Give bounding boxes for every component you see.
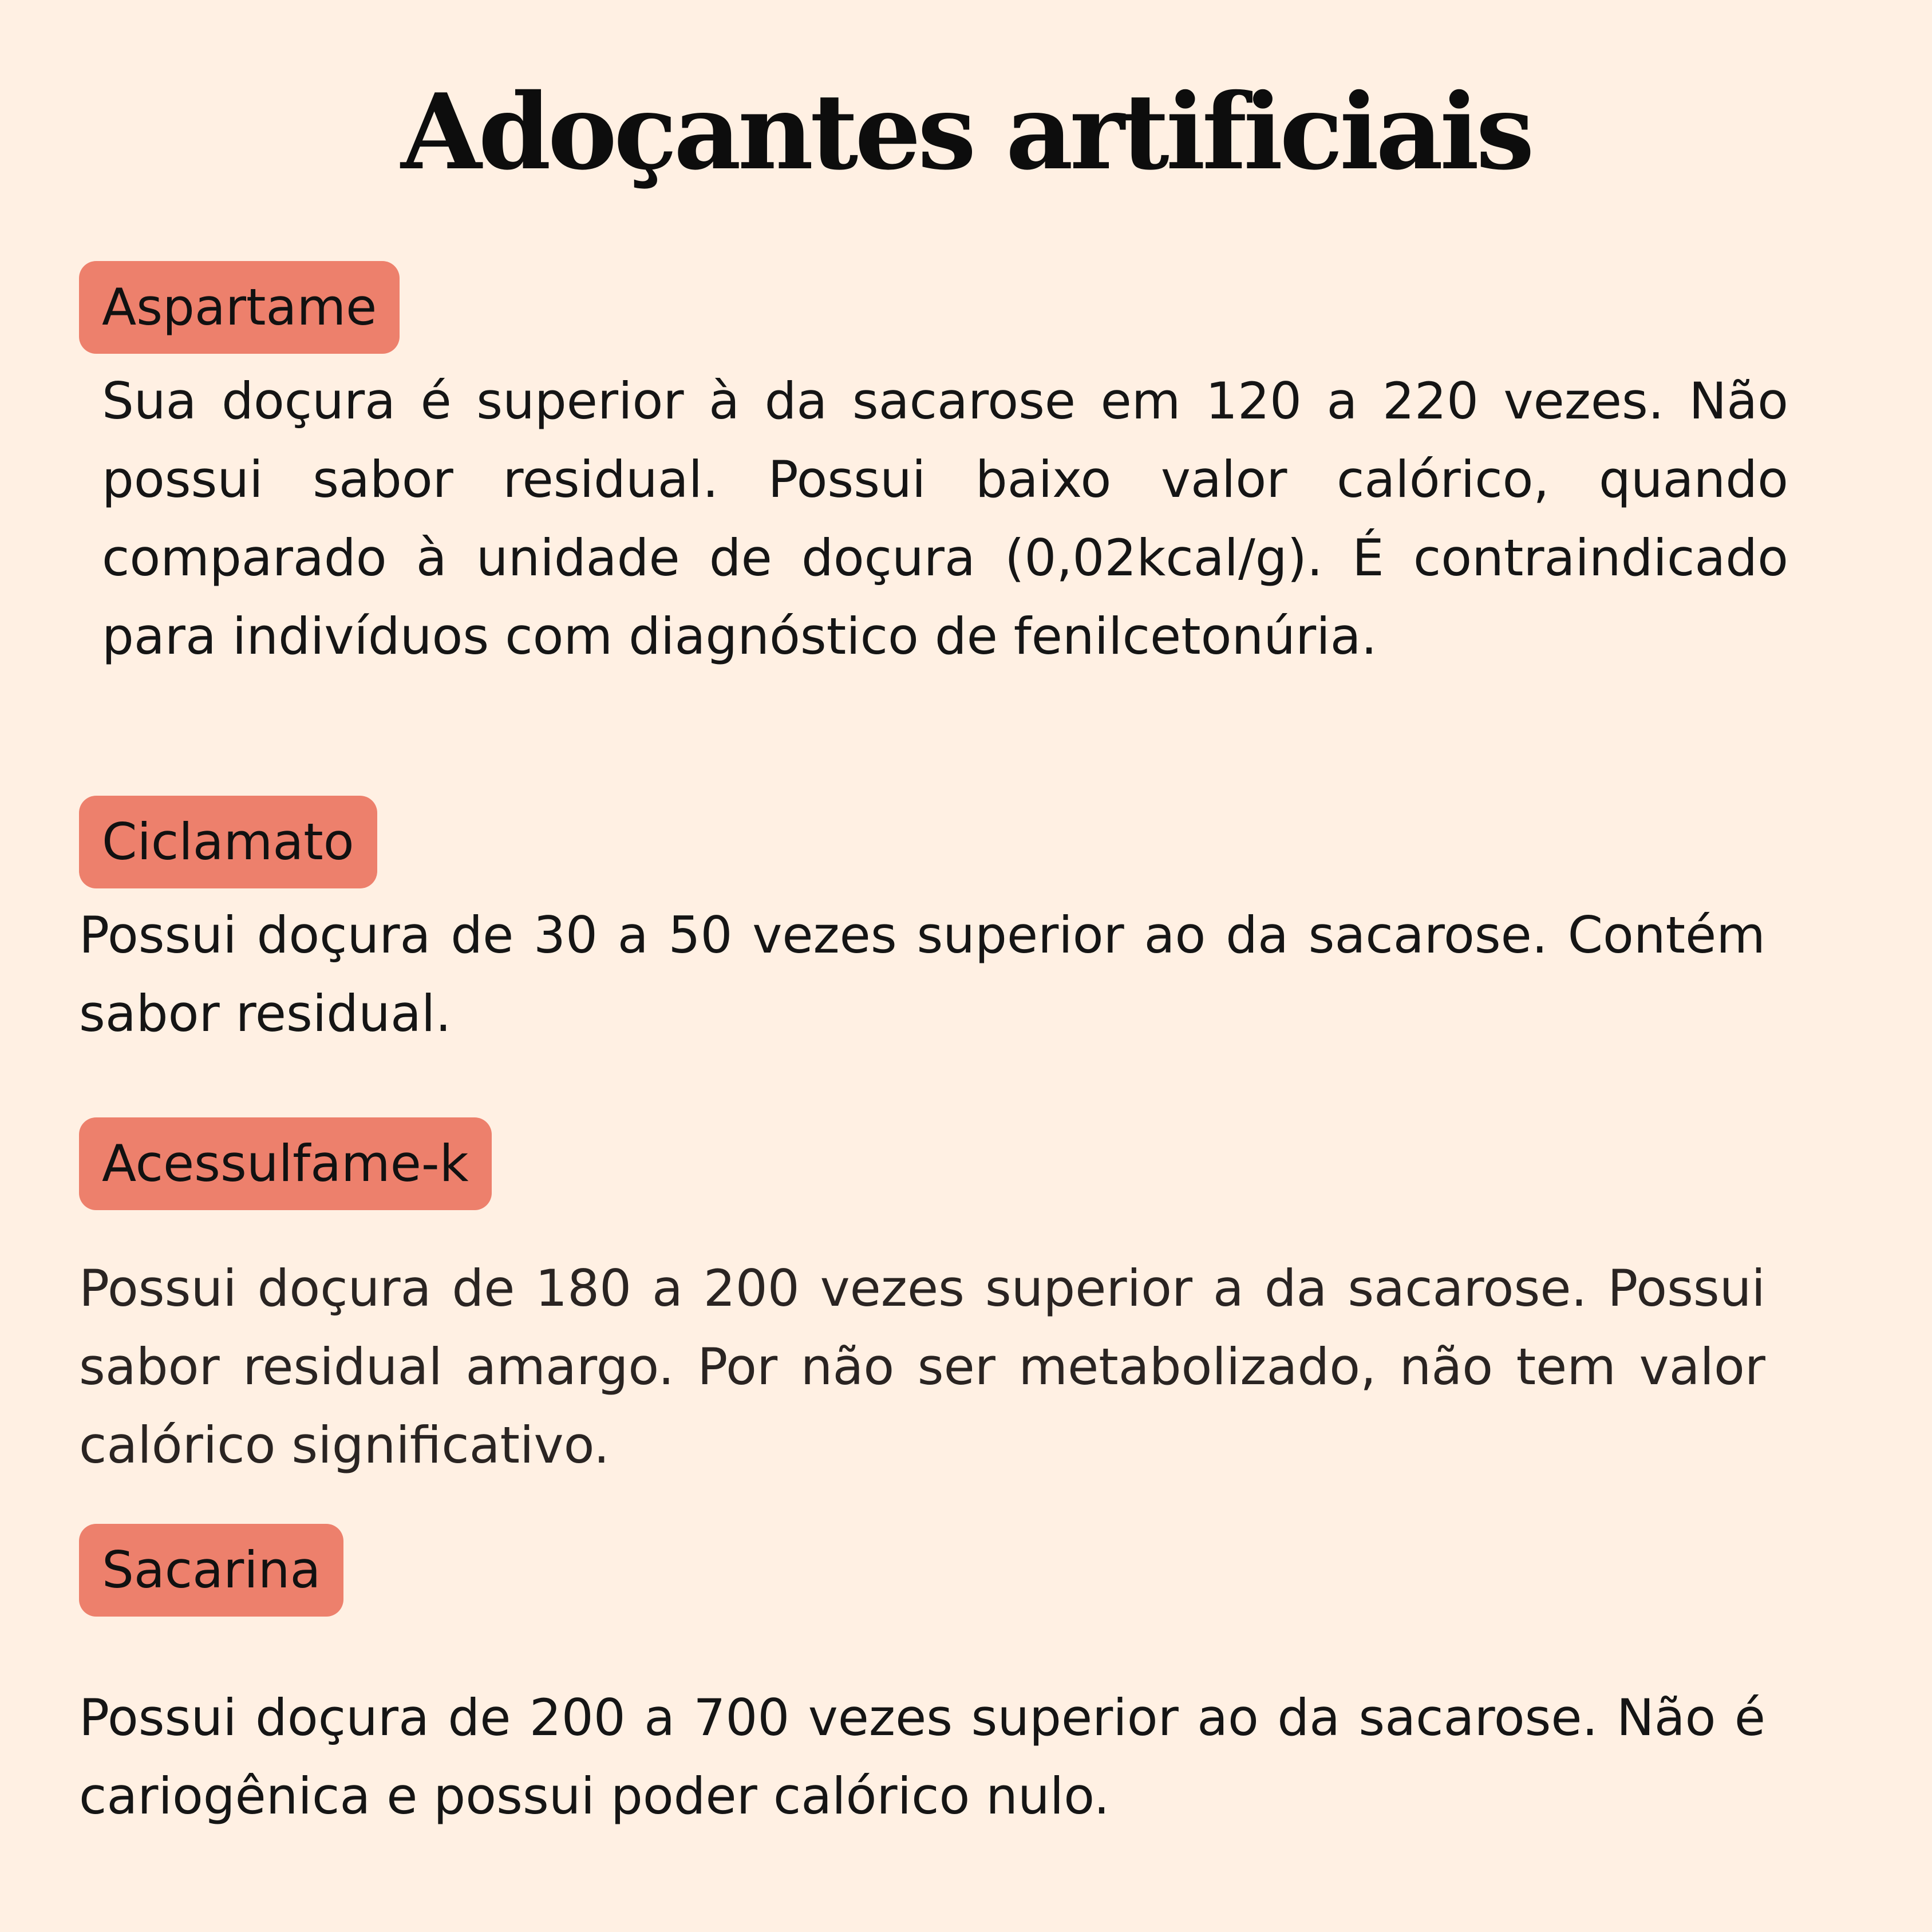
section-tag-aspartame: Aspartame [79, 261, 400, 354]
section-text-sacarina: Possui doçura de 200 a 700 vezes superior ao da sacarose. Não é cariogênica e possui poder calórico nulo. [79, 1688, 1765, 1826]
section-tag-ciclamato: Ciclamato [79, 796, 377, 888]
section-tag-acessulfame-k: Acessulfame-k [79, 1117, 492, 1210]
page-title: Adoçantes artificiais [401, 70, 1531, 193]
section-tag-sacarina: Sacarina [79, 1524, 343, 1617]
section-text-ciclamato: Possui doçura de 30 a 50 vezes superior ao da sacarose. Contém sabor residual. [79, 906, 1765, 1043]
section-text-acessulfame-k: Possui doçura de 180 a 200 vezes superior a da sacarose. Possui sabor residual amargo. Por não ser metabolizado, não tem valor calórico significativo. [79, 1259, 1765, 1475]
section-text-aspartame: Sua doçura é superior à da sacarose em 120 a 220 vezes. Não possui sabor residual. Possui baixo valor calórico, quando comparado à unidade de doçura (0,02kcal/g). É contraindicado para indivíduos com diagnóstico de fenilcetonúria. [102, 372, 1788, 666]
